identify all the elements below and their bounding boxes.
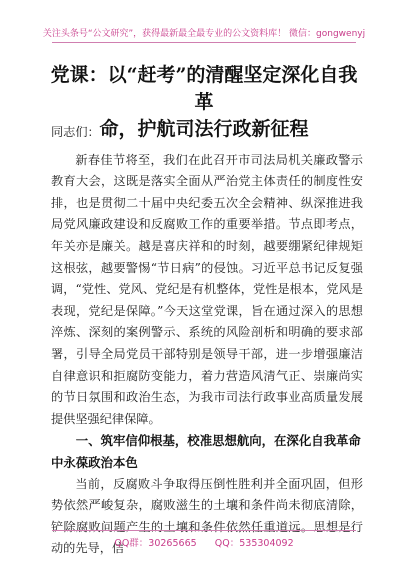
footer-qq: QQ：535304092 [214, 538, 294, 549]
footer-qq-group: QQ群：30265665 [114, 538, 197, 549]
footer-divider [52, 530, 356, 531]
salutation: 同志们： [51, 125, 100, 139]
paragraph-intro: 新春佳节将至，我们在此召开市司法局机关廉政警示教育大会，这既是落实全面从严治党主体责任的制度性安排，也是贯彻二十届中央纪委五次全会精神、纵深推进我局党风廉政建设和反腐败工作的重要举措。节点即考点，年关亦是廉关。越是喜庆祥和的时刻，越要绷紧纪律规矩这根弦，越要警惕“节日病”的侵蚀。习近平总书记反复强调，“党性、党风、党纪是有机整体，党性是根本，党风是表现，党纪是保障。”今天这堂党课，旨在通过深入的思想淬炼、深刻的案例警示、系统的风险剖析和明确的要求部署，引导全局党员干部特别是领导干部，进一步增强廉洁自律意识和拒腐防变能力，着力营造风清气正、崇廉尚实的节日氛围和政治生态，为我市司法行政事业高质量发展提供坚强纪律保障。 [51, 152, 363, 426]
header-divider [52, 42, 356, 43]
title-line-2: 命，护航司法行政新征程 [99, 118, 309, 140]
paragraph-section-1: 当前，反腐败斗争取得压倒性胜利并全面巩固，但形势依然严峻复杂，腐败滋生的土壤和条件尚未彻底清除，铲除腐败问题产生的土壤和条件依然任重道远。思想是行动的先导，信 [51, 476, 363, 556]
section-heading-1: 一、筑牢信仰根基，校准思想航向，在深化自我革命中永葆政治本色 [51, 433, 361, 470]
footer-contact [0, 535, 408, 549]
header-banner: 关注头条号“公文研究”，获得最新最全最专业的公文资料库！ 微信：gongwenyj [42, 29, 366, 39]
document-body [51, 122, 363, 560]
title-line-1: 党课：以“赶考”的清醒坚定深化自我革 [50, 64, 358, 113]
